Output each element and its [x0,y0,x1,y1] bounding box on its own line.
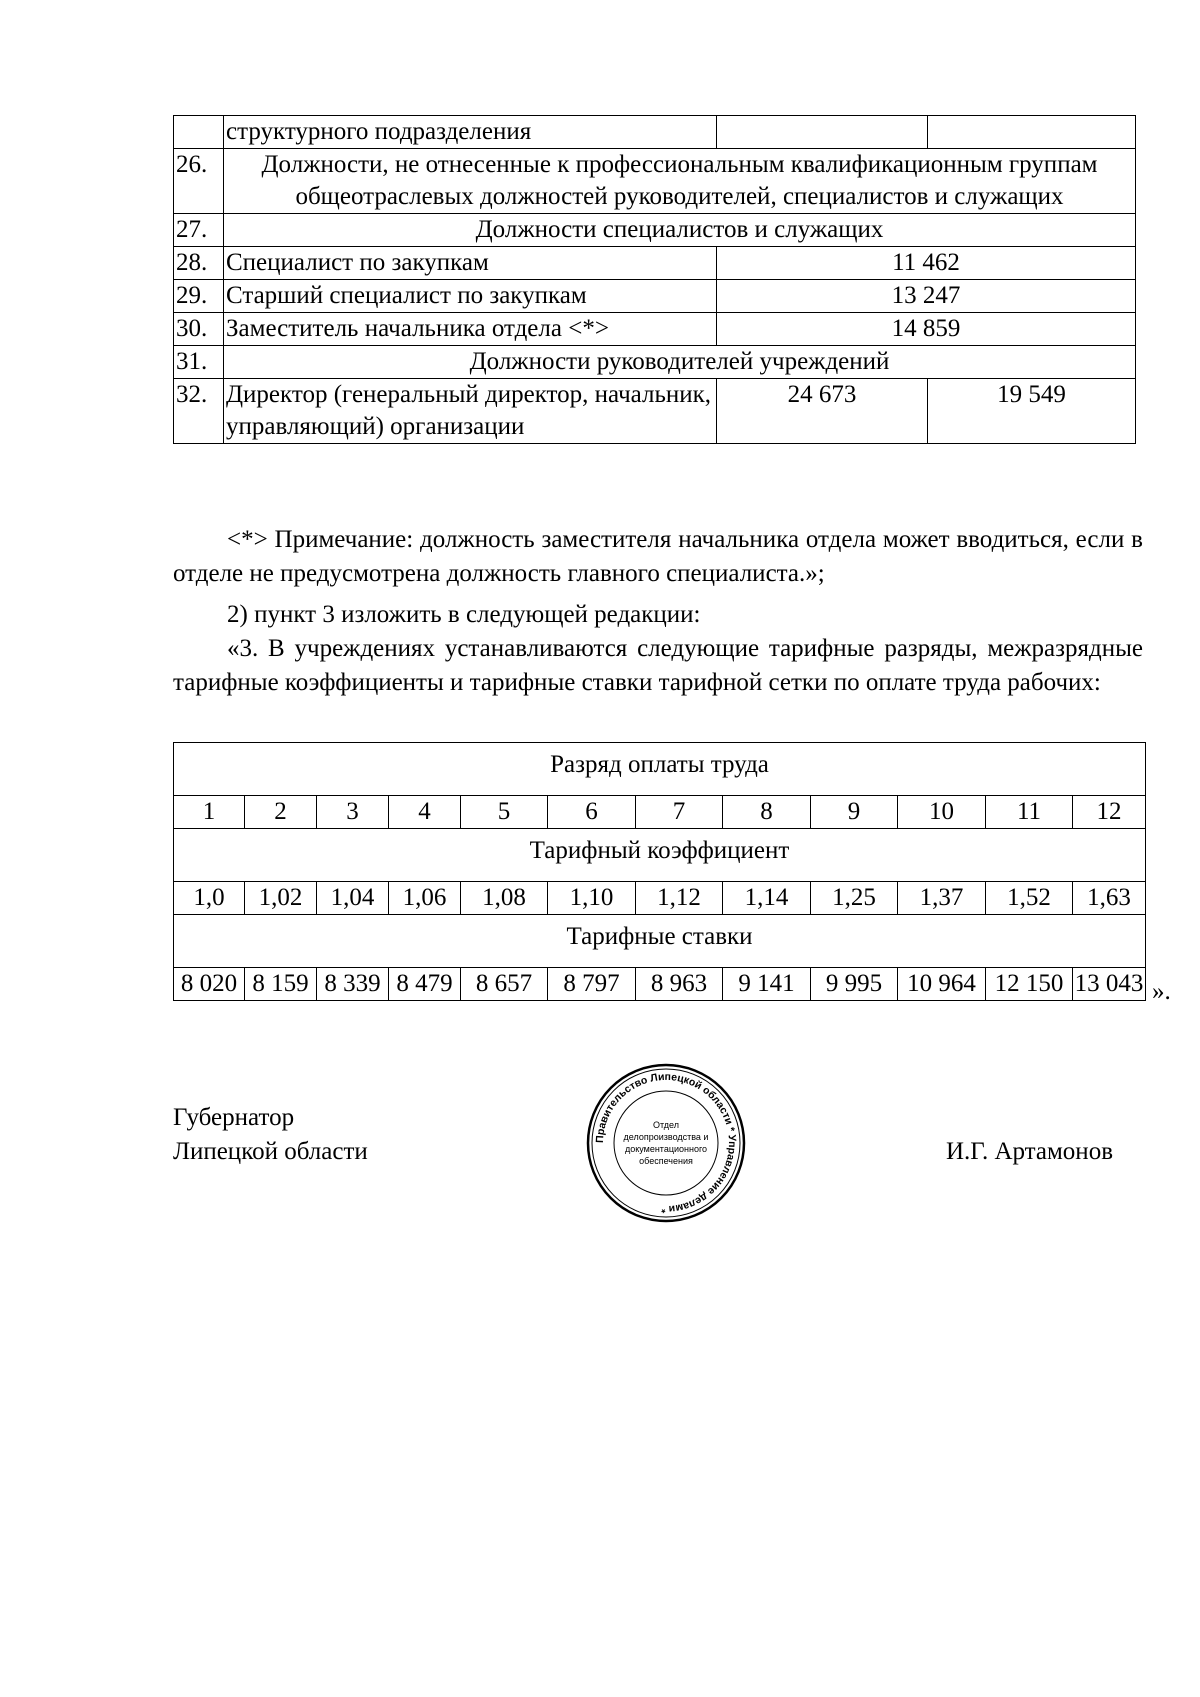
table-row [174,346,1136,379]
item-2-text: 2) пункт 3 изложить в следующей редакции: [227,601,701,628]
coefficient-cell: 1,25 [811,882,898,915]
table-row [174,968,1146,1001]
position-title: Специалист по закупкам [224,247,717,280]
coefficient-cell: 1,08 [461,882,548,915]
position-title: Директор (генеральный директор, начальник, управляющий) организации [224,379,717,444]
table-row [174,915,1146,968]
row-number: 30. [174,313,224,346]
coefficient-cell: 1,14 [723,882,811,915]
row-number: 31. [174,346,224,379]
rate-cell: 10 964 [898,968,986,1001]
grade-cell: 11 [986,796,1073,829]
section-heading: Должности, не отнесенные к профессиональным квалификационным группам общеотраслевых должностей руководителей, специалистов и служащих [224,149,1136,214]
rate-cell: 9 141 [723,968,811,1001]
closing-quote: ». [1152,978,1171,1005]
table-row [174,882,1146,915]
rate-cell: 9 995 [811,968,898,1001]
table-row [174,829,1146,882]
coefficient-cell: 1,52 [986,882,1073,915]
grade-cell: 9 [811,796,898,829]
grade-cell: 8 [723,796,811,829]
salary-value: 24 673 [717,379,928,444]
coefficient-cell: 1,37 [898,882,986,915]
rate-cell: 8 159 [245,968,317,1001]
salary-value: 19 549 [928,379,1136,444]
rates-header: Тарифные ставки [174,915,1146,968]
grade-cell: 10 [898,796,986,829]
rate-cell: 12 150 [986,968,1073,1001]
seal-line: обеспечения [639,1156,693,1166]
table-row [174,743,1146,796]
coefficient-cell: 1,04 [317,882,389,915]
row-number: 32. [174,379,224,444]
row-title: структурного подразделения [224,116,717,149]
table-row [174,116,1136,149]
grade-cell: 5 [461,796,548,829]
rate-cell: 8 479 [389,968,461,1001]
table-row [174,796,1146,829]
section-heading: Должности специалистов и служащих [224,214,1136,247]
signatory-title [173,1101,368,1169]
svg-text:Правительство Липецкой области [594,1071,738,1215]
signatory-title-line: Губернатор [173,1104,295,1131]
table-row [174,247,1136,280]
coefficient-cell: 1,0 [174,882,245,915]
coefficient-cell: 1,63 [1073,882,1146,915]
row-number: 27. [174,214,224,247]
table-row [174,379,1136,444]
grade-cell: 2 [245,796,317,829]
staff-salary-table [173,115,1136,444]
table-row [174,149,1136,214]
rate-cell: 8 963 [636,968,723,1001]
grade-cell: 1 [174,796,245,829]
coefficient-cell: 1,06 [389,882,461,915]
grade-cell: 3 [317,796,389,829]
tariff-grid-table [173,742,1146,1001]
grade-header: Разряд оплаты труда [174,743,1146,796]
coefficient-header: Тарифный коэффициент [174,829,1146,882]
signatory-name: И.Г. Артамонов [946,1138,1113,1165]
row-number: 28. [174,247,224,280]
rate-cell: 8 797 [548,968,636,1001]
salary-value: 14 859 [717,313,1136,346]
table-row [174,214,1136,247]
salary-value: 11 462 [717,247,1136,280]
salary-value: 13 247 [717,280,1136,313]
grade-cell: 4 [389,796,461,829]
signatory-title-line: Липецкой области [173,1138,368,1165]
rate-cell: 13 043 [1073,968,1146,1001]
rate-cell: 8 020 [174,968,245,1001]
seal-outer-text: Правительство Липецкой области * Управление делами * [593,1070,739,1216]
grade-cell: 6 [548,796,636,829]
table-row [174,280,1136,313]
table-row [174,313,1136,346]
official-seal-stamp [585,1062,747,1224]
footnote-note: <*> Примечание: должность заместителя начальника отдела может вводиться, если в отделе не предусмотрена должность главного специалиста.»; [173,526,1143,587]
seal-line: документационного [624,1144,708,1154]
grade-cell: 7 [636,796,723,829]
rate-cell: 8 657 [461,968,548,1001]
coefficient-cell: 1,12 [636,882,723,915]
seal-line: Отдел [652,1120,680,1130]
row-number: 29. [174,280,224,313]
grade-cell: 12 [1073,796,1146,829]
section-heading: Должности руководителей учреждений [224,346,1136,379]
seal-line: делопроизводства и [623,1132,709,1142]
position-title: Старший специалист по закупкам [224,280,717,313]
row-number: 26. [174,149,224,214]
coefficient-cell: 1,02 [245,882,317,915]
position-title: Заместитель начальника отдела <*> [224,313,717,346]
item-3-text: «3. В учреждениях устанавливаются следующие тарифные разряды, межразрядные тарифные коэффициенты и тарифные ставки тарифной сетки по оплате труда рабочих: [173,635,1143,696]
rate-cell: 8 339 [317,968,389,1001]
coefficient-cell: 1,10 [548,882,636,915]
